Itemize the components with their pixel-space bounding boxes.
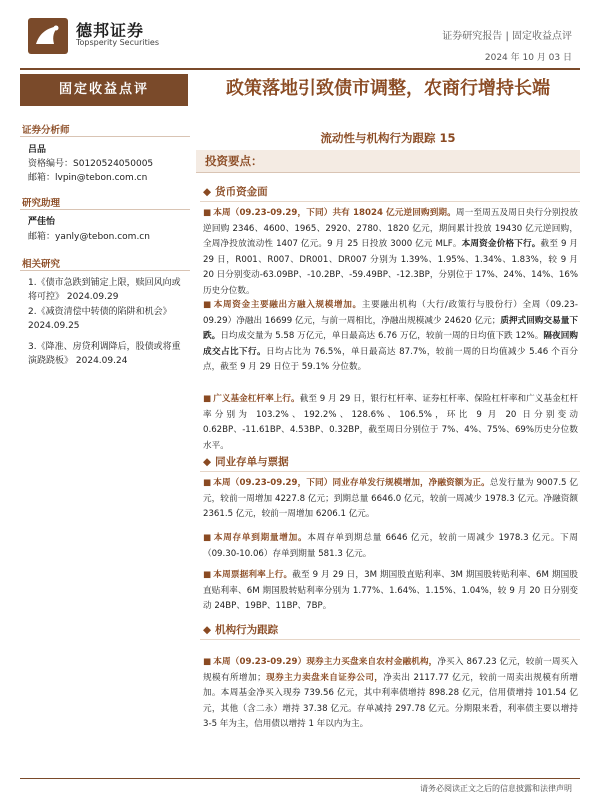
disclaimer-text: 请务必阅读正文之后的信息披露和法律声明 [420, 784, 572, 793]
report-subtitle: 流动性与机构行为跟踪 15 [320, 131, 456, 145]
paragraph: ■ 本周（09.23-09.29，下同）同业存单发行规模增加，净融资额为正。总发行量为 9007.5 亿元，较前一周增加 4227.8 亿元；到期总量 6646.0 亿元，较前一周减少 1978.3 亿元。净融资额 2361.5 亿元，较前一周增加 6206.1 亿元。 [203, 478, 578, 519]
paragraph: ■ 本周资金主要融出方融入规模增加。主要融出机构（大行/政策行与股份行）全周（09.23-09.29）净融出 16699 亿元，与前一周相比，净融出规模减少 24620 亿元；质押式回购交易量下跌。日均成交量为 5.58 万亿元，单日最高达 6.76 万亿，较前一周的日均值下跌 12%。隔夜回购成交占比下行。日均占比为 76.5%，单日最高达 87.7%，较前一周的日均值减少 5.46 个百分点，截至 9 月 29 日位于 59.1% 分位数。 [203, 300, 578, 372]
brand-name-cn: 德邦证券 [76, 21, 145, 40]
bullet-icon: ■ [203, 394, 212, 404]
related-title: 3.《降准、房贷利调降后，股债或将重演跷跷板》 [28, 342, 181, 366]
bullet-icon: ■ [203, 570, 212, 580]
assistant-email[interactable]: 邮箱：yanly@tebon.com.cn [28, 232, 150, 242]
paragraph: ■ 本周票据利率上行。截至 9 月 29 日，3M 期国股直贴利率、3M 期国股转贴利率、6M 期国股直贴利率、6M 期国股转贴利率分别为 1.77%、1.64%、1.15%、1.04%，较 9 月 20 日分别变动 24BP、19BP、11BP、7BP。 [203, 570, 578, 611]
points-title: 投资要点： [205, 154, 263, 168]
divider [200, 201, 580, 202]
paragraph: ■ 本周（09.23-09.29，下同）共有 18024 亿元逆回购到期。周一至周五及周日央行分别投放逆回购 2346、4600、1965、2920、2780、1820 亿元，期间累计投放 19430 亿元逆回购，全周净投放流动性 1407 亿元。9 月 25 日投放 3000 亿元 MLF。本周资金价格下行。截至 9 月 29 日，R001、R007、DR001、DR007 分别为 1.39%、1.95%、1.34%、1.83%，较 9 月 20 日分别变动-63.09BP、-10.2BP、-59.49BP、-12.3BP，分别位于 17%、24%、14%、16%历史分位数。 [203, 208, 578, 296]
bullet-icon: ■ [203, 533, 212, 543]
divider [200, 639, 580, 640]
bullet-icon: ■ [203, 300, 212, 310]
tebon-logo-icon [28, 18, 68, 54]
paragraph: ■ 广义基金杠杆率上行。截至 9 月 29 日，银行杠杆率、证券杠杆率、保险杠杆率和广义基金杠杆率分别为 103.2%、192.2%、128.6%、106.5%，环比 9 月 20 日分别变动 0.62BP、-11.61BP、4.53BP、0.32BP，截至周日分别位于 7%、4%、75%、69%历史分位数水平。 [203, 394, 578, 451]
paragraph: ■ 本周（09.23-09.29）现券主力买盘来自农村金融机构，净买入 867.23 亿元，较前一周买入规模有所增加；现券主力卖盘来自证券公司，净卖出 2117.77 亿元，较前一周卖出规模有所增加。本周基金净买入现券 739.56 亿元，其中利率债增持 898.28 亿元，信用债增持 101.54 亿元，其他（含二永）增持 37.38 亿元。存单减持 297.78 亿元。分期限来看，利率债主要以增持 3-5 年为主，信用债以增持 1 年以内为主。 [203, 657, 579, 729]
divider [20, 209, 190, 210]
related-item[interactable] [28, 276, 188, 304]
report-date: 2024 年 10 月 03 日 [484, 53, 572, 63]
bullet-icon: ■ [203, 657, 212, 667]
section-heading: ◆ 机构行为跟踪 [203, 624, 279, 636]
analyst-heading: 证券分析师 [22, 125, 70, 136]
paragraph: ■ 本周存单到期量增加。本周存单到期总量 6646 亿元，较前一周减少 1978.3 亿元。下周（09.30-10.06）存单到期量 581.3 亿元。 [203, 533, 578, 559]
category-banner: 固定收益点评 [20, 74, 188, 106]
assistant-heading: 研究助理 [22, 198, 61, 209]
analyst-email[interactable]: 邮箱：lvpin@tebon.com.cn [28, 173, 148, 183]
footer-divider [20, 778, 580, 779]
divider [20, 136, 190, 137]
related-date: 2024.09.29 [66, 292, 119, 302]
brand-name-en: Topsperity Securities [76, 38, 160, 47]
analyst-name: 吕品 [28, 145, 47, 155]
analyst-cert: 资格编号：S0120524050005 [28, 159, 154, 169]
bullet-icon: ■ [203, 478, 212, 488]
related-date: 2024.09.25 [28, 321, 80, 331]
assistant-name: 严佳怡 [28, 217, 56, 227]
related-item[interactable] [28, 340, 188, 368]
related-title: 2.《减资清偿中转债的陷阱和机会》 [28, 307, 172, 317]
related-heading: 相关研究 [22, 259, 61, 270]
related-item[interactable] [28, 305, 188, 333]
diamond-icon: ◆ [203, 456, 212, 468]
divider [20, 270, 190, 271]
section-heading: ◆ 同业存单与票据 [203, 456, 289, 468]
related-title: 1.《债市急跌到铺定上限，赎回风向或将可控》 [28, 278, 181, 302]
diamond-icon: ◆ [203, 624, 212, 636]
section-heading: ◆ 货币资金面 [203, 186, 268, 198]
header-divider [20, 68, 580, 70]
diamond-icon: ◆ [203, 186, 212, 198]
bullet-icon: ■ [203, 208, 212, 218]
report-type: 证券研究报告 | 固定收益点评 [442, 31, 572, 42]
divider [200, 471, 580, 472]
report-title: 政策落地引致债市调整，农商行增持长端 [226, 78, 550, 99]
related-date: 2024.09.24 [75, 356, 128, 366]
